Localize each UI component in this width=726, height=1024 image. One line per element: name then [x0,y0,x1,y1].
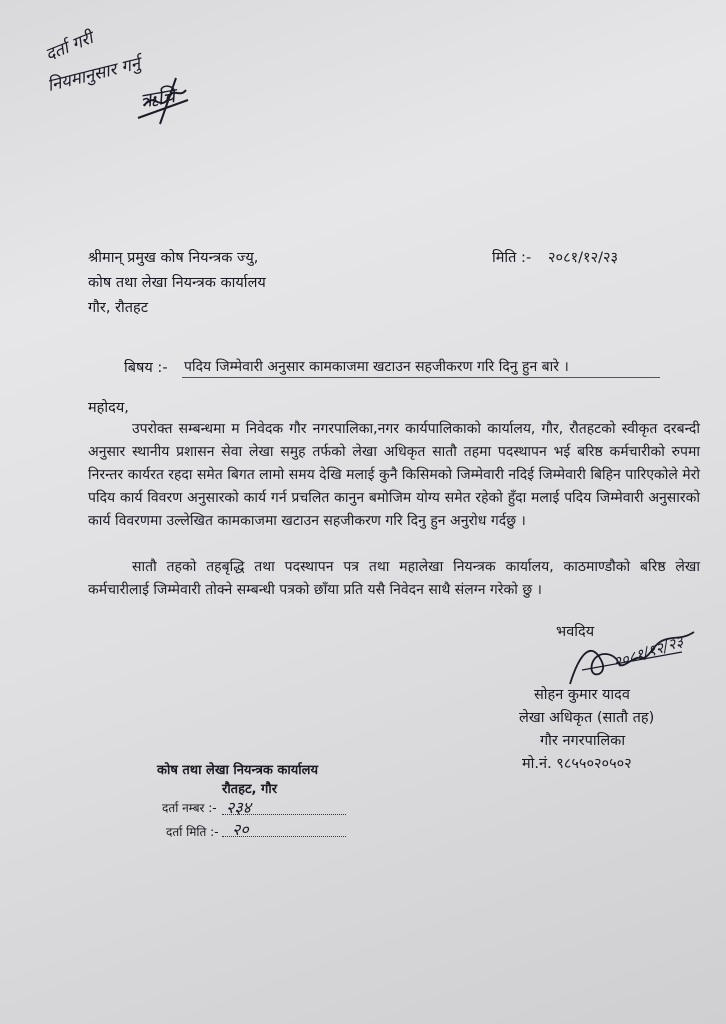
handwritten-signature-mark [130,70,200,130]
signatory-mobile: मो.नं. ९८५५०२०५०२ [522,756,632,772]
handwritten-note-line2: नियमानुसार गर्नु [45,53,143,97]
signatory-name: सोहन कुमार यादव [534,687,630,703]
stamp-reg-date-value: २० [232,820,249,839]
subject-underline [182,377,660,378]
handwritten-initials: ऋचि [138,83,177,113]
stamp-reg-no-label: दर्ता नम्बर :- [162,801,217,815]
signatory-designation: लेखा अधिकृत (सातौ तह) [519,710,655,726]
recipient-line3: गौर, रौतहट [88,300,149,316]
body-paragraph-1: उपरोक्त सम्बन्धमा म निवेदक गौर नगरपालिका,नगर कार्यपालिकाको कार्यालय, गौर, रौतहटको स्वीकृत दरबन्दी अनुसार स्थानीय प्रशासन सेवा लेखा समुह तर्फको लेखा अधिकृत सातौ तहमा पदस्थापन भई बरिष्ठ कर्मचारीको रुपमा निरन्तर कार्यरत रहदा समेत बिगत लामो समय देखि मलाई कुनै किसिमको जिम्मेवारी नदिई जिम्मेवारी बिहिन पारिएकोले मेरो पदिय कार्य विवरण अनुसारको कार्य गर्न प्रचलित कानुन बमोजिम योग्य समेत रहेको हुँदा मलाई पदिय जिम्मेवारी अनुसारको कार्य विवरणमा उल्लेखित कामकाजमा खटाउन सहजीकरण गरि दिनु हुन अनुरोध गर्दछु । [88,421,700,529]
stamp-reg-date-label: दर्ता मिति :- [166,825,219,839]
subject-text: पदिय जिम्मेवारी अनुसार कामकाजमा खटाउन सहजीकरण गरि दिनु हुन बारे । [184,359,569,375]
subject-label: बिषय :- [124,360,168,376]
body-paragraph-2: सातौ तहको तहबृद्धि तथा पदस्थापन पत्र तथा महालेखा नियन्त्रक कार्यालय, काठमाण्डौको बरिष्ठ लेखा कर्मचारीलाई जिम्मेवारी तोक्ने सम्बन्धी पत्रको छाँया प्रति यसै निवेदन साथै संलग्न गरेको छु । [88,559,700,598]
date-label: मिति :- [492,250,532,266]
salutation: महोदय, [88,400,129,416]
date-value: २०८१/१२/२३ [548,250,619,266]
handwritten-note-line1: दर्ता गरी [42,28,96,66]
recipient-line2: कोष तथा लेखा नियन्त्रक कार्यालय [88,275,266,291]
stamp-office: कोष तथा लेखा नियन्त्रक कार्यालय [157,763,318,778]
signature-date: २०८१/१२/२३ [610,632,686,672]
recipient-line1: श्रीमान् प्रमुख कोष नियन्त्रक ज्यु, [88,250,259,266]
closing: भवदिय [556,624,595,640]
signatory-office: गौर नगरपालिका [540,733,626,749]
stamp-place: रौतहट, गौर [222,782,278,797]
stamp-reg-no-value: २३४ [226,798,251,817]
